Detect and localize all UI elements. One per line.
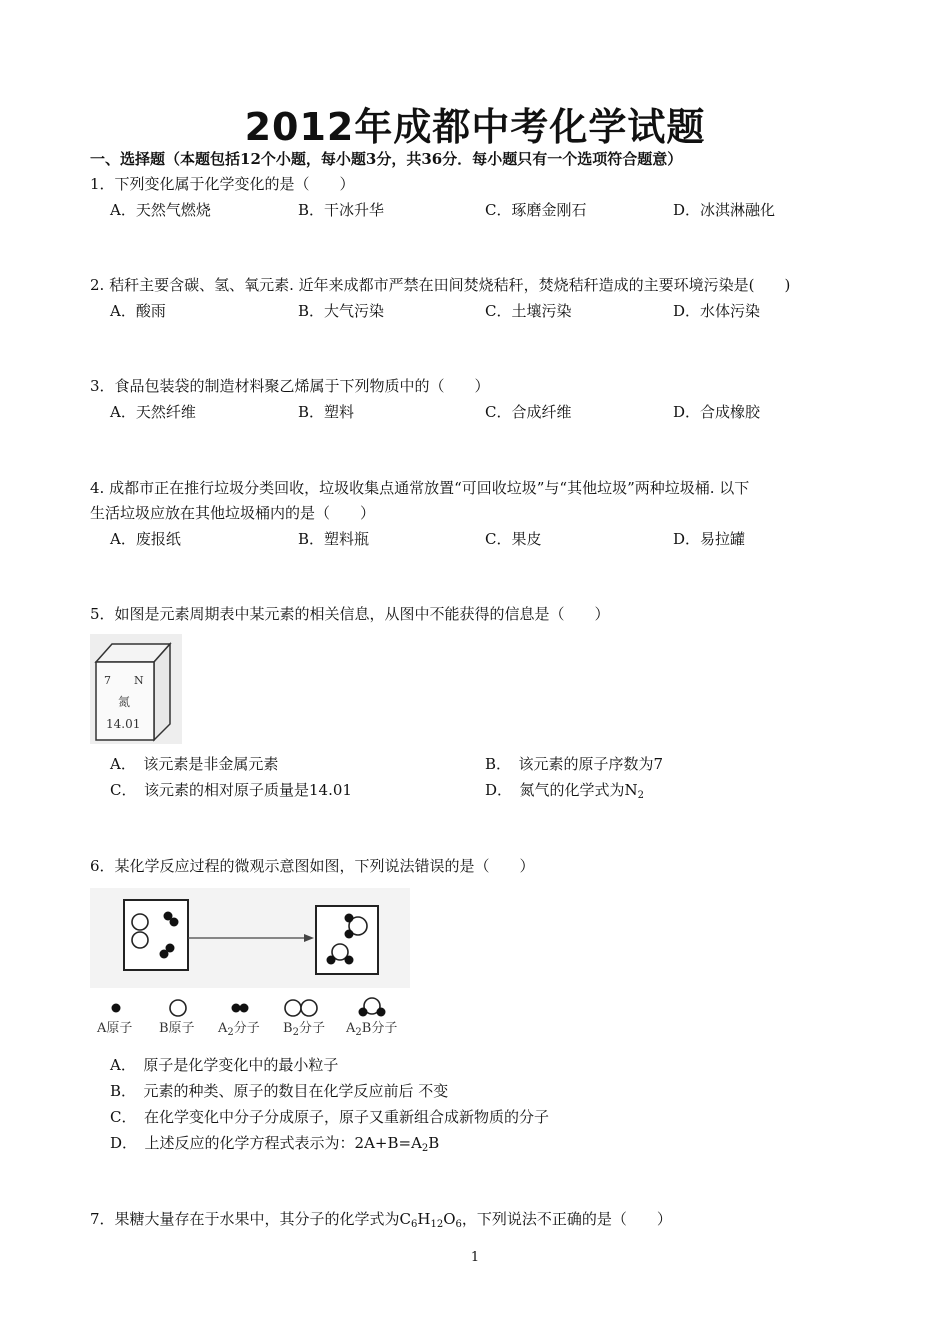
question-7-stem xyxy=(90,1208,672,1230)
formula-subscript-o: 6 xyxy=(455,1219,462,1230)
question-3-stem: 3．食品包装袋的制造材料聚乙烯属于下列物质中的（ ） xyxy=(90,377,490,395)
question-5-option-d-text: D． 氮气的化学式为N xyxy=(485,781,638,799)
page-title: 2012年成都中考化学试题 xyxy=(244,105,706,149)
question-5-option-c: C． 该元素的相对原子质量是14.01 xyxy=(110,781,352,799)
legend-a2b-suffix: B分子 xyxy=(361,1021,398,1036)
legend-a2b-subscript: 2 xyxy=(355,1027,362,1038)
legend-a2-subscript: 2 xyxy=(227,1027,234,1038)
b2-molecule-legend-icon xyxy=(285,1000,317,1016)
question-5-option-a: A． 该元素是非金属元素 xyxy=(110,755,279,773)
question-5-option-d xyxy=(485,779,644,801)
question-4-option-b: B．塑料瓶 xyxy=(298,530,370,548)
section-heading: 一、选择题（本题包括12个小题，每小题3分，共36分．每小题只有一个选项符合题意） xyxy=(90,150,683,168)
question-1-stem: 1．下列变化属于化学变化的是（ ） xyxy=(90,175,355,193)
question-3-option-a: A．天然纤维 xyxy=(110,403,196,421)
question-6-option-a: A． 原子是化学变化中的最小粒子 xyxy=(110,1056,339,1074)
legend-a2b-letter: A xyxy=(346,1021,356,1036)
question-4-option-a: A．废报纸 xyxy=(110,530,181,548)
legend-b2-suffix: 分子 xyxy=(298,1021,325,1036)
question-7-stem-prefix: 7．果糖大量存在于水果中，其分子的化学式为C xyxy=(90,1210,412,1228)
question-2-stem: 2. 秸秆主要含碳、氢、氧元素. 近年来成都市严禁在田间焚烧秸秆，焚烧秸秆造成的主要环境污染是( ) xyxy=(90,276,791,294)
legend-a2-molecule xyxy=(218,1018,260,1040)
a2b-molecule-legend-icon xyxy=(359,998,386,1017)
question-6-option-d-text: D． 上述反应的化学方程式表示为：2A+B=A xyxy=(110,1134,422,1152)
element-name: 氮 xyxy=(118,695,131,709)
question-6-option-d xyxy=(110,1132,439,1154)
question-6-stem: 6．某化学反应过程的微观示意图如图，下列说法错误的是（ ） xyxy=(90,857,535,875)
page-number: 1 xyxy=(470,1250,480,1265)
a-atom-icon xyxy=(112,1004,121,1013)
legend-b-atom: B原子 xyxy=(159,1021,195,1036)
question-1-option-c: C．琢磨金刚石 xyxy=(485,201,587,219)
question-5-option-b: B． 该元素的原子序数为7 xyxy=(485,755,664,773)
question-6-option-d-subscript: 2 xyxy=(421,1143,429,1154)
question-7-stem-suffix: ，下列说法不正确的是（ ） xyxy=(461,1210,672,1228)
question-4-option-d: D．易拉罐 xyxy=(673,530,746,548)
question-1-option-b: B．干冰升华 xyxy=(298,201,385,219)
question-3-option-b: B．塑料 xyxy=(298,403,355,421)
legend-b2-molecule xyxy=(283,1018,325,1040)
question-3-option-d: D．合成橡胶 xyxy=(673,403,761,421)
question-6-option-b: B． 元素的种类、原子的数目在化学反应前后 不变 xyxy=(110,1082,449,1100)
question-2-option-d: D．水体污染 xyxy=(673,302,761,320)
element-symbol: N xyxy=(134,674,144,687)
legend-a2-letter: A xyxy=(218,1021,228,1036)
question-2-option-b: B．大气污染 xyxy=(298,302,385,320)
legend-b2-subscript: 2 xyxy=(292,1027,299,1038)
question-4-stem-line1: 4. 成都市正在推行垃圾分类回收，垃圾收集点通常放置“可回收垃圾”与“其他垃圾”两种垃圾桶. 以下 xyxy=(90,479,750,497)
question-6-option-c: C． 在化学变化中分子分成原子，原子又重新组合成新物质的分子 xyxy=(110,1108,549,1126)
question-5-stem: 5．如图是元素周期表中某元素的相关信息，从图中不能获得的信息是（ ） xyxy=(90,605,610,623)
element-atomic-number: 7 xyxy=(104,674,111,687)
b-atom-icon xyxy=(170,1000,186,1016)
question-4-stem-line2: 生活垃圾应放在其他垃圾桶内的是（ ） xyxy=(90,504,376,522)
question-2-option-a: A．酸雨 xyxy=(110,302,166,320)
legend-a-atom: A原子 xyxy=(97,1021,133,1036)
a2-molecule-legend-icon xyxy=(232,1004,249,1013)
legend-a2-suffix: 分子 xyxy=(233,1021,260,1036)
question-2-option-c: C．土壤污染 xyxy=(485,302,572,320)
legend-a2b-molecule xyxy=(346,1018,397,1040)
formula-o: O xyxy=(443,1210,456,1228)
question-5-option-d-subscript: 2 xyxy=(637,790,645,801)
question-1-option-a: A．天然气燃烧 xyxy=(110,201,211,219)
question-1-option-d: D．冰淇淋融化 xyxy=(673,201,776,219)
formula-subscript-c: 6 xyxy=(411,1219,418,1230)
question-6-option-d-suffix: B xyxy=(428,1134,440,1152)
element-cell-figure xyxy=(90,634,182,744)
question-4-option-c: C．果皮 xyxy=(485,530,542,548)
question-3-option-c: C．合成纤维 xyxy=(485,403,572,421)
formula-h: H xyxy=(417,1210,431,1228)
legend-b2-letter: B xyxy=(283,1021,293,1036)
formula-subscript-h: 12 xyxy=(430,1219,444,1230)
element-atomic-mass: 14.01 xyxy=(106,717,141,731)
